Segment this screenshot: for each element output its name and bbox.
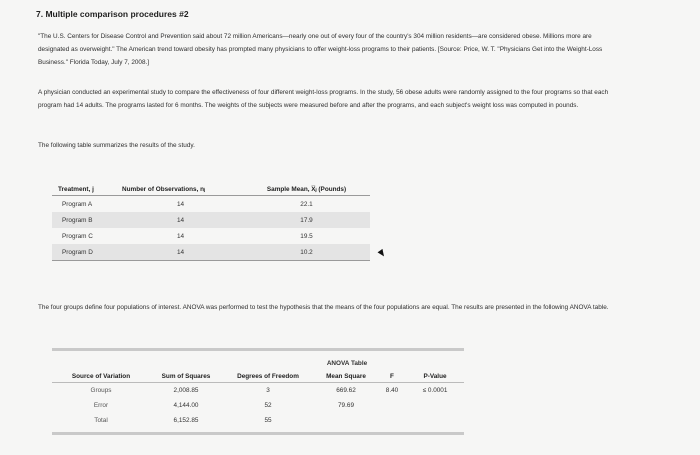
anova-bottom-rule: [52, 432, 464, 435]
header-f: F: [390, 373, 394, 380]
ms-cell: 669.62: [336, 387, 356, 394]
treatment-cell: Program B: [62, 216, 93, 224]
mean-cell: 19.5: [300, 232, 313, 240]
table-row: [52, 413, 464, 428]
summary-table-header: [52, 180, 370, 196]
study-paragraph: A physician conducted an experimental study to compare the effectiveness of four different weight-loss programs. In the study, 56 obese adults were randomly assigned to the four programs so that each program had 14 adults. The programs lasted for 6 months. The weights of the subjects were measured before and after the programs, and each subject's weight loss was computed in pounds.: [38, 89, 609, 109]
table-intro-paragraph: The following table summarizes the results of the study.: [38, 142, 195, 149]
table-row: [52, 244, 370, 260]
header-ss: Sum of Squares: [161, 373, 211, 380]
mean-cell: 10.2: [300, 248, 313, 256]
ss-cell: 6,152.85: [173, 417, 199, 424]
n-cell: 14: [176, 232, 185, 240]
anova-intro-paragraph: The four groups define four populations of interest. ANOVA was performed to test the hypothesis that the means of the four populations are equal. The results are presented in the following ANOVA table.: [38, 304, 609, 311]
anova-table: [52, 348, 464, 435]
table-row: [52, 228, 370, 244]
treatment-cell: Program A: [62, 200, 93, 208]
source-cell: Error: [93, 402, 109, 409]
mouse-cursor-icon: [378, 249, 387, 258]
source-cell: Total: [94, 417, 108, 424]
summary-table: [52, 180, 370, 261]
mean-cell: 17.9: [300, 216, 313, 224]
intro-paragraph: "The U.S. Centers for Disease Control and Prevention said about 72 million Americans—nearly one out of every four of the country's 304 million residents—are considered obese. Millions more are designated as overweight." The American trend toward obesity has prompted many physicians to offer weight-loss programs to their patients. [Source: Price, W. T. "Physicians Get into the Weight-Loss Business." Florida Today, July 7, 2008.]: [38, 33, 603, 66]
treatment-cell: Program C: [62, 232, 93, 240]
header-p: P-Value: [423, 373, 447, 380]
n-cell: 14: [176, 216, 185, 224]
header-ms: Mean Square: [326, 373, 366, 380]
ms-cell: 79.69: [338, 402, 354, 409]
df-cell: 52: [264, 402, 272, 409]
header-source: Source of Variation: [71, 373, 131, 380]
f-cell: 8.40: [385, 387, 399, 394]
anova-table-header: [52, 367, 464, 383]
header-df: Degrees of Freedom: [237, 373, 299, 380]
df-cell: 3: [266, 387, 270, 394]
header-treatment: Treatment, j: [58, 186, 94, 193]
ss-cell: 4,144.00: [173, 402, 199, 409]
table-row: [52, 212, 370, 228]
n-cell: 14: [176, 200, 185, 208]
source-cell: Groups: [90, 387, 112, 394]
table-row: [52, 196, 370, 212]
table-row: [52, 398, 464, 413]
anova-top-rule: [52, 348, 464, 351]
p-cell: ≤ 0.0001: [422, 387, 448, 394]
table-row: [52, 383, 464, 398]
problem-heading: 7. Multiple comparison procedures #2: [36, 9, 189, 19]
df-cell: 55: [264, 417, 272, 424]
n-cell: 14: [176, 248, 185, 256]
treatment-cell: Program D: [62, 248, 93, 256]
header-observations: Number of Observations, nⱼ: [122, 186, 206, 193]
header-sample-mean: Sample Mean, X̅ⱼ (Pounds): [266, 186, 347, 193]
table-bottom-rule: [52, 260, 370, 261]
ss-cell: 2,008.85: [173, 387, 199, 394]
anova-table-title: ANOVA Table: [326, 360, 368, 367]
mean-cell: 22.1: [300, 200, 313, 208]
